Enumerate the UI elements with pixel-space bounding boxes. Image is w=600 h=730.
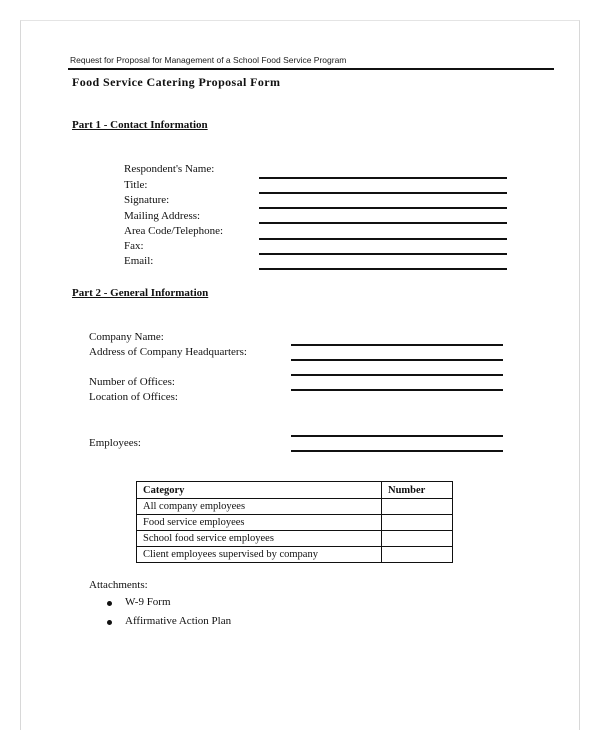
number-cell[interactable] [382, 547, 453, 563]
running-head: Request for Proposal for Management of a School Food Service Program [70, 55, 347, 65]
employees-label: Employees: [89, 437, 141, 449]
number-cell[interactable] [382, 499, 453, 515]
header-rule [68, 68, 554, 70]
title-line[interactable] [259, 192, 507, 194]
number-header: Number [382, 482, 453, 499]
table-row [137, 515, 453, 531]
location-of-offices-label: Location of Offices: [89, 391, 178, 403]
headquarters-address-label: Address of Company Headquarters: [89, 346, 247, 358]
table-header-row [137, 482, 453, 499]
mailing-address-label: Mailing Address: [124, 210, 201, 222]
signature-line[interactable] [259, 207, 507, 209]
category-cell: Food service employees [137, 515, 382, 531]
fax-line[interactable] [259, 253, 507, 255]
table-row [137, 547, 453, 563]
category-header: Category [137, 482, 382, 499]
category-cell: Client employees supervised by company [137, 547, 382, 563]
number-of-offices-label: Number of Offices: [89, 376, 175, 388]
attachments-label: Attachments: [89, 579, 148, 591]
respondent-name-line[interactable] [259, 177, 507, 179]
email-label: Email: [124, 255, 154, 267]
number-cell[interactable] [382, 515, 453, 531]
employee-category-table [136, 481, 453, 563]
email-line[interactable] [259, 268, 507, 270]
telephone-label: Area Code/Telephone: [124, 225, 224, 237]
number-of-offices-line[interactable] [291, 374, 503, 376]
fax-label: Fax: [124, 240, 144, 252]
employees-line-1[interactable] [291, 435, 503, 437]
location-of-offices-line[interactable] [291, 389, 503, 391]
telephone-line[interactable] [259, 238, 507, 240]
number-cell[interactable] [382, 531, 453, 547]
mailing-address-line[interactable] [259, 222, 507, 224]
document-title: Food Service Catering Proposal Form [72, 75, 281, 89]
company-name-label: Company Name: [89, 331, 164, 343]
category-cell: All company employees [137, 499, 382, 515]
table-row [137, 499, 453, 515]
employees-line-2[interactable] [291, 450, 503, 452]
attachment-item: W-9 Form [125, 596, 171, 608]
part2-heading: Part 2 - General Information [72, 287, 209, 299]
title-label: Title: [124, 179, 148, 191]
headquarters-address-line[interactable] [291, 359, 503, 361]
table-row [137, 531, 453, 547]
company-name-line[interactable] [291, 344, 503, 346]
respondent-name-label: Respondent's Name: [124, 163, 215, 175]
bullet-icon [107, 601, 112, 606]
attachment-item: Affirmative Action Plan [125, 615, 232, 627]
category-cell: School food service employees [137, 531, 382, 547]
part1-heading: Part 1 - Contact Information [72, 119, 208, 131]
signature-label: Signature: [124, 194, 170, 206]
bullet-icon [107, 620, 112, 625]
